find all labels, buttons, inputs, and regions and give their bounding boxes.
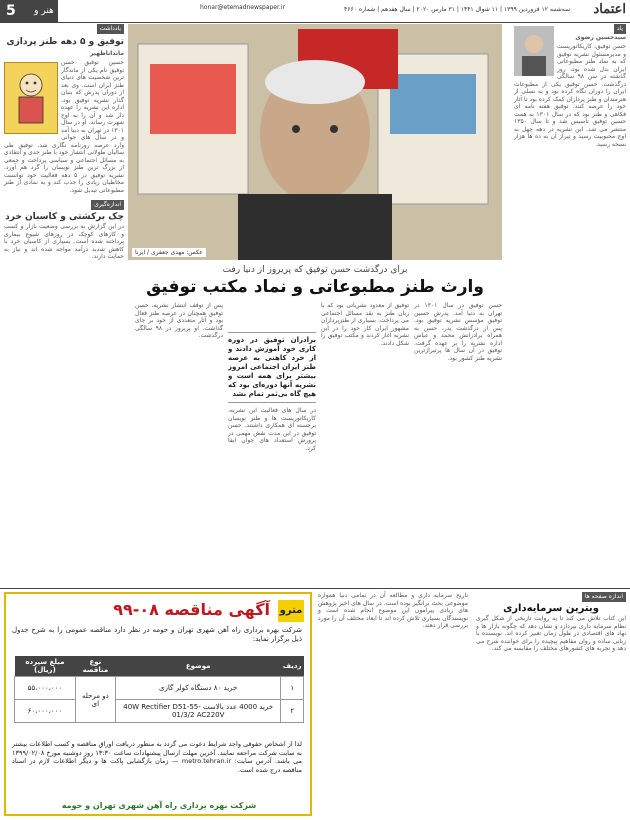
left-box-title: چک برکشتی و کاسبان خرد — [5, 211, 124, 222]
article-col-3 — [228, 302, 316, 584]
row-deposit: ۵۵،۰۰۰،۰۰۰ — [15, 677, 76, 700]
ad-intro: شرکت بهره برداری راه آهن شهری تهران و حومه در نظر دارد مناقصه عمومی را به شرح جدول ذیل برگزار نماید: — [12, 626, 302, 643]
site-email: honar@etemadnewspaper.ir — [200, 4, 285, 11]
ad-footer: شرکت بهره برداری راه آهن شهری تهران و حومه — [61, 801, 257, 810]
row-subject: خرید ۸۰ دستگاه کولر گازی — [115, 677, 280, 700]
left-box-body: در این گزارش به بررسی وضعیت بازار و کسب و کارهای کوچک در روزهای شیوع بیماری پرداخته شده است. بسیاری از کاسبان خرد با کاهش شدید درآمد مواجه شده اند و نیاز به حمایت دارند. — [4, 223, 124, 260]
table-row — [15, 700, 304, 723]
section-name: هنر و ادبیات — [32, 6, 56, 34]
bottom-headline: ویترین سرمایه‌داری — [503, 602, 599, 614]
metro-logo-icon: مترو — [278, 600, 304, 622]
date-line: سه‌شنبه ۱۲ فروردین ۱۳۹۹ | ۱۱ شوال ۱۴۴۱ | ۳۱ مارس ۲۰۲۰ | سال هفدهم | شماره ۴۶۶۰ — [344, 6, 570, 13]
article-col-1: حسن توفیق در سال ۱۳۰۱ در تهران به دنیا آمد. پدرش حسین توفیق مؤسس نشریه توفیق بود. پس از درگذشت پدر، حسن به همراه برادرانش محمد و عباس اداره نشریه را بر عهده گرفت. توفیق در آن سال ها پرتیراژترین نشریه طنز کشور بود. — [414, 302, 502, 362]
article-col-4: پس از توقف انتشار نشریه، حسن توفیق همچنان در عرصه طنز فعال بود و آثار متعددی از خود بر جای گذاشت. او پریروز در ۹۸ سالگی درگذشت. — [135, 302, 223, 339]
article-body — [128, 302, 502, 584]
left-column — [4, 24, 124, 584]
col-header-type: نوع مناقصه — [75, 656, 115, 677]
row-number: ۲ — [281, 700, 304, 723]
row-subject: خرید 4000 عدد بالاست 40W Rectifier D51-55-01/3/2 AC220V — [115, 700, 280, 723]
pull-quote: برادران توفیق در دوره کاری خود آموزش دادند و از خرد کاهنی به عرصه طنز ایران اجتماعی امروز بیشتر برای همه است و نشریه آنها دوره‌ای بود که هیچ گاه بی‌ثمر تمام نشد — [228, 332, 316, 403]
bottom-article-right — [476, 592, 626, 816]
bottom-label: اندازه صفحه ها — [582, 592, 626, 602]
article-col-2-text: توفیق از معدود نشریاتی بود که با زبان طنز به نقد مسائل اجتماعی می پرداخت. بسیاری از طنزپردازان مشهور ایران کار خود را در این نشریه آغاز کردند و مکتب توفیق را شکل دادند. — [321, 302, 409, 347]
article-col-3-text: در سال های فعالیت این نشریه، کاریکاتوریست ها و طنز نویسان برجسته ای همکاری داشتند. حسن توفیق در این مدت نقش مهمی در پرورش استعداد های جوان ایفا کرد. — [228, 407, 316, 452]
main-photo — [128, 24, 502, 260]
right-column-label: یاد — [614, 24, 626, 34]
cartoon-illustration — [4, 62, 58, 134]
left-box-label: اندازه‌گیری — [91, 200, 124, 210]
row-deposit: ۶۰،۰۰۰،۰۰۰ — [15, 700, 76, 723]
article-kicker: برای درگذشت حسن توفیق که پریروز از دنیا رفت — [222, 265, 408, 275]
col-header-deposit: مبلغ سپرده (ریال) — [15, 656, 76, 677]
newspaper-logo: اعتماد — [593, 2, 626, 17]
article-headline: وارث طنز مطبوعاتی و نماد مکتب توفیق — [146, 277, 484, 297]
author-photo — [514, 26, 554, 76]
ad-title: آگهی مناقصه ۰۸-۹۹ — [113, 600, 270, 619]
left-column-body: حسین توفیق حسن توفیق نام یکی از ماندگار ترین شخصیت های دنیای طنز ایران است. وی بعد از دوران پدرش که بنیان گذار نشریه توفیق بود، اداره این نشریه را عهده دار شد و آن را به اوج شهرت رساند. او در سال ۱۳۰۱ در تهران به دنیا آمد و در سال های جوانی وارد عرصه روزنامه نگاری شد. توفیق طی سالیان طولانی انتشار خود با طنز جدی و انتقادی به مسائل اجتماعی و سیاسی پرداخت و جمعی از بزرگ ترین طنز نویسان را گرد هم آورد. نشریه توفیق در ۵ دهه فعالیت خود توانست مخاطبان زیادی را جذب کند و به نمادی از طنز مطبوعاتی تبدیل شود. — [4, 59, 124, 194]
bottom-separator — [0, 588, 630, 589]
table-row — [15, 677, 304, 700]
photo-credit: عکس: مهدی جعفری / ایرنا — [132, 248, 206, 257]
bottom-article-body: این کتاب تلاش می کند تا به روایت تاریخی از شکل گیری نظام سرمایه داری بپردازد و نشان دهد که چگونه بازار ها و نهاد های اقتصادی در طول زمان تغییر کرده اند. نویسنده با زبانی ساده و روان مفاهیم پیچیده را برای خواننده شرح می دهد و تجربه های کشورهای مختلف را مقایسه می کند. — [476, 615, 626, 652]
ad-notes: لذا از اشخاص حقوقی واجد شرایط دعوت می گردد به منظور دریافت اوراق مناقصه و کسب اطلاعات بیشتر به سایت شرکت مراجعه نمایند. آخرین مهلت ارسال پیشنهادات ساعت ۱۳:۳۰ روز دوشنبه مورخ ۱۳۹۹/۰۲/۰۸ می باشد. آدرس سایت: metro.tehran.ir — زمان بازگشایی پاکت ها و دیگر اطلاعات لازم در اسناد مناقصه درج شده است. — [12, 740, 302, 774]
left-column-title: توفیق و ۵ دهه طنز پردازی — [6, 36, 124, 47]
right-author-caption: سیدحسین رضوی — [575, 33, 626, 41]
col-header-row: ردیف — [281, 656, 304, 677]
right-column — [514, 24, 626, 584]
page-number: 5 — [0, 0, 58, 22]
left-column-author: مانداناظهیر — [89, 49, 124, 57]
tender-ad — [4, 592, 312, 816]
col-header-subject: موضوع — [115, 656, 280, 677]
left-column-label: یادداشت — [97, 24, 124, 34]
tender-table — [14, 656, 304, 723]
row-number: ۱ — [281, 677, 304, 700]
article-col-2 — [321, 302, 409, 584]
row-type: دو مرحله ای — [75, 677, 115, 723]
right-column-body: حسن توفیق، کاریکاتوریست و مدیرمسئول نشریه توفیق که به نماد طنز مطبوعاتی ایران بدل شده بود، روز گذشته در سن ۹۸ سالگی درگذشت. حسن توفیق یکی از مطبوعات ایران را دوران نگاه کرده بود و به نسلی از هنرمندان و طنز پردازان کمک کرده بود تا آثار خود را عرضه کنند. توفیق هفته نامه ای فکاهی و طنز بود که در سال ۱۳۰۱ به همت حسین توفیق تاسیس شد و تا سال ۱۳۵۰ منتشر می شد. این نشریه در دهه چهل به اوج محبوبیت رسید و تیراژ آن به ده ها هزار نسخه رسید. — [514, 43, 626, 148]
bottom-article-left: تاریخ سرمایه داری و مطالعه آن در تمامی دنیا همواره موضوعی بحث برانگیز بوده است. در سال های اخیر پژوهش های زیادی پیرامون این موضوع انجام شده است و نویسندگان بسیاری تلاش کرده اند تا ابعاد مختلف آن را مورد بررسی قرار دهند. — [318, 592, 468, 629]
